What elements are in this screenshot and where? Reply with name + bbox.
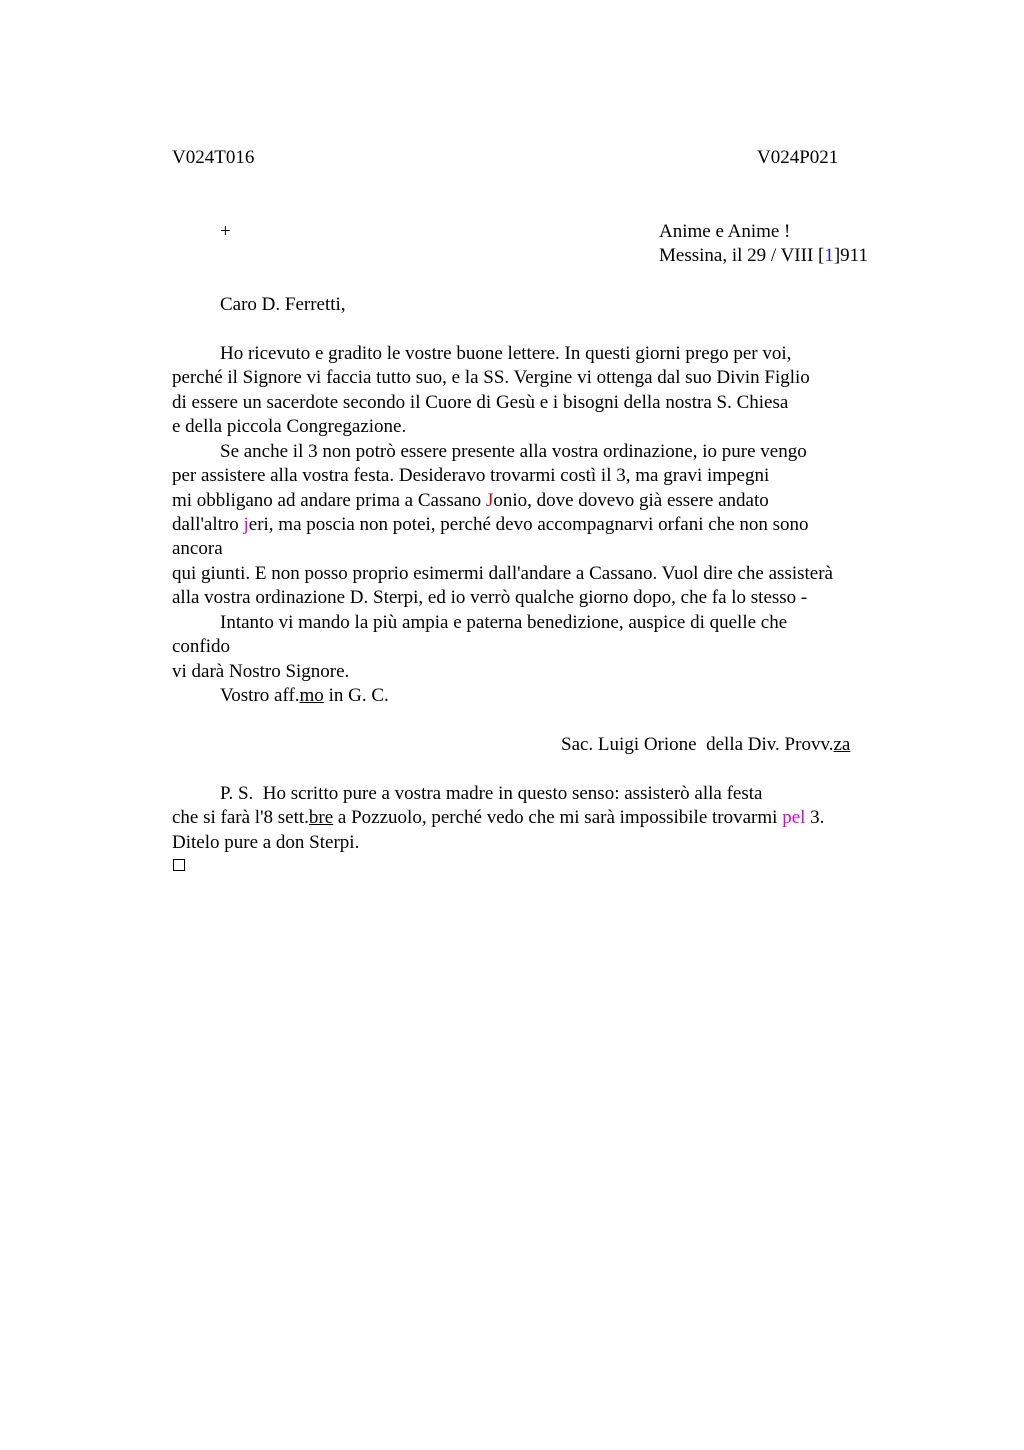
postscript-line: Ditelo pure a don Sterpi. — [172, 832, 360, 853]
body-line: Ho ricevuto e gradito le vostre buone lettere. In questi giorni prego per voi, — [220, 343, 792, 364]
date-line — [659, 244, 868, 268]
body-line: e della piccola Congregazione. — [172, 416, 407, 437]
underlined-abbreviation: mo — [299, 685, 324, 706]
body-line: ancora — [172, 538, 223, 559]
editorial-mark-red: J — [485, 490, 494, 511]
body-line: di essere un sacerdote secondo il Cuore di Gesù e i bisogni della nostra S. Chiesa — [172, 392, 789, 413]
body-line: qui giunti. E non posso proprio esimermi dall'andare a Cassano. Vuol dire che assisterà — [172, 563, 833, 584]
body-line: Se anche il 3 non potrò essere presente alla vostra ordinazione, io pure vengo — [220, 441, 807, 462]
underlined-abbreviation: za — [833, 734, 851, 755]
text-fragment: a Pozzuolo, perché vedo che mi sarà impossibile trovarmi — [333, 807, 783, 828]
editorial-mark-magenta: j — [243, 514, 249, 535]
underlined-abbreviation: bre — [308, 807, 334, 828]
text-fragment: che si farà l'8 sett. — [172, 807, 309, 828]
body-line: Intanto vi mando la più ampia e paterna benedizione, auspice di quelle che — [220, 612, 788, 633]
text-fragment: 3. — [805, 807, 825, 828]
text-fragment: mi obbligano ad andare prima a Cassano — [172, 490, 486, 511]
text-fragment: eri, ma poscia non potei, perché devo accompagnarvi orfani che non sono — [248, 514, 809, 535]
text-fragment: onio, dove dovevo già essere andato — [493, 490, 769, 511]
body-line — [172, 489, 769, 513]
closing — [220, 684, 389, 708]
body-line: perché il Signore vi faccia tutto suo, e la SS. Vergine vi ottenga dal suo Divin Figlio — [172, 367, 810, 388]
cross-mark: + — [220, 221, 231, 242]
motto: Anime e Anime ! — [659, 221, 791, 242]
document-code-right: V024P021 — [757, 147, 839, 168]
body-line — [172, 513, 809, 537]
body-line: alla vostra ordinazione D. Sterpi, ed io verrò qualche giorno dopo, che fa lo stesso - — [172, 587, 808, 608]
postscript-line: P. S. Ho scritto pure a vostra madre in questo senso: assisterò alla festa — [220, 783, 763, 804]
text-fragment: Vostro aff. — [220, 685, 300, 706]
document-code-left: V024T016 — [172, 147, 255, 168]
body-line: per assistere alla vostra festa. Desideravo trovarmi costì il 3, ma gravi impegni — [172, 465, 770, 486]
text-fragment: in G. C. — [323, 685, 389, 706]
date-bracket-digit: 1 — [824, 245, 834, 266]
editorial-mark-magenta: pel — [782, 807, 806, 828]
body-line: vi darà Nostro Signore. — [172, 661, 350, 682]
body-line: confido — [172, 636, 231, 657]
text-fragment: dall'altro — [172, 514, 244, 535]
date-suffix: ]911 — [833, 245, 868, 266]
signature — [561, 733, 850, 757]
text-fragment: Sac. Luigi Orione della Div. Provv. — [561, 734, 834, 755]
end-square-icon — [173, 859, 185, 871]
date-prefix: Messina, il 29 / VIII [ — [659, 245, 825, 266]
salutation: Caro D. Ferretti, — [220, 294, 346, 315]
postscript-line — [172, 806, 824, 830]
